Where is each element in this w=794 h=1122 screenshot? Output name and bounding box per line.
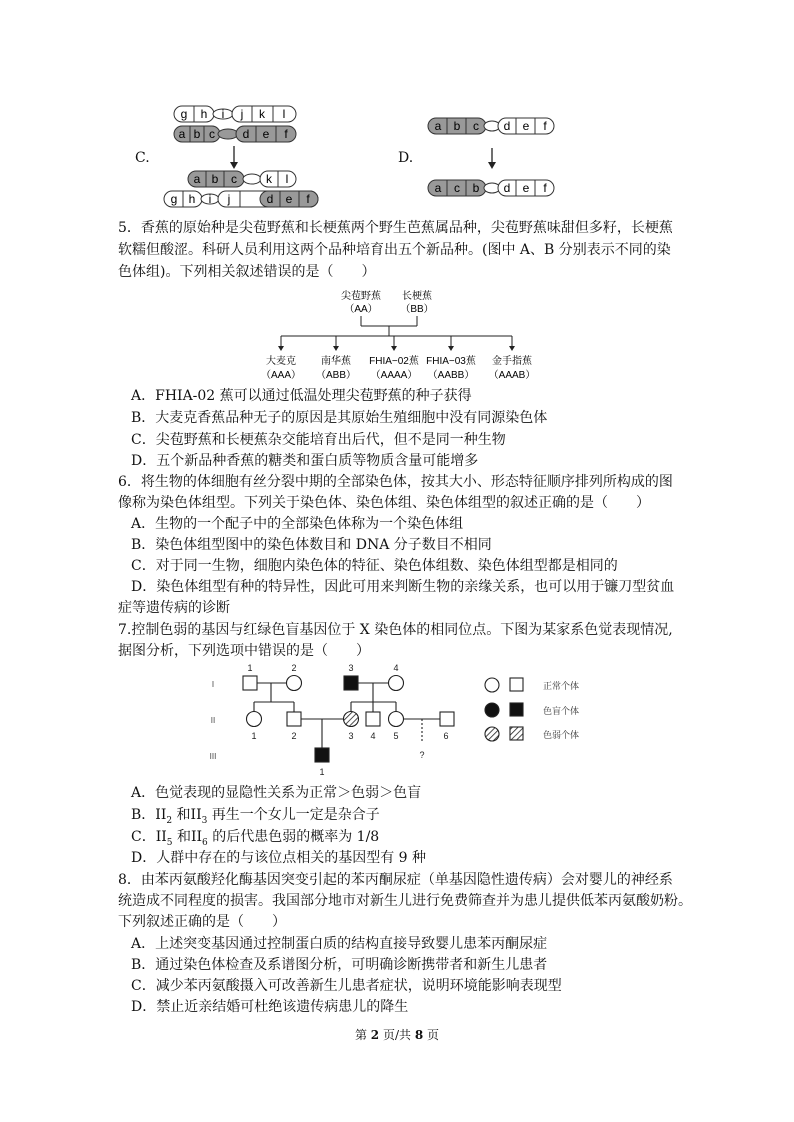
gene: h [200, 107, 208, 121]
gene: d [242, 127, 250, 141]
gene: c [231, 172, 237, 186]
pedigree-chart [200, 660, 590, 780]
page-footer: 第 2 页/共 8 页 [354, 1028, 440, 1042]
parent2-name: 长梗蕉 [402, 291, 432, 302]
c-bottom-dark-chromosome [188, 171, 296, 187]
gene: k [266, 172, 272, 186]
pedigree-number: 3 [348, 731, 354, 741]
gene: l [282, 107, 286, 121]
gene: a [178, 127, 186, 141]
q7-stem-2: 据图分析，下列选项中错误的是（ ） [118, 643, 370, 659]
child-name: 大麦克 [266, 356, 296, 367]
gene: c [454, 181, 460, 195]
q7-option-c: C．$II_5$ 和$II_6$ 的后代患色弱的概率为 1/8 [131, 829, 380, 848]
pedigree-number: 1 [247, 663, 253, 673]
child-genotype: （AAA） [260, 370, 302, 381]
gene: e [262, 127, 270, 141]
q5-stem-1: 5．香蕉的原始种是尖苞野蕉和长梗蕉两个野生芭蕉属品种，尖苞野蕉味甜但多籽，长梗蕉 [118, 220, 673, 236]
child-name: 南华蕉 [321, 356, 351, 367]
q6-option-d-cont: 症等遗传病的诊断 [118, 600, 230, 616]
gene: a [193, 172, 201, 186]
q6-stem-2: 像称为染色体组型。下列关于染色体、染色体组、染色体组型的叙述正确的是（ ） [118, 495, 650, 511]
gene: b [453, 119, 461, 133]
label-c: C. [135, 150, 150, 166]
legend-normal: 正常个体 [543, 681, 580, 691]
pedigree-number: 1 [251, 731, 257, 741]
generation-label: II [210, 716, 216, 725]
chromosome-figure [160, 100, 580, 210]
child-name: FHIA−02蕉 [369, 356, 419, 367]
q5-option-a: A．FHIA-02 蕉可以通过低温处理尖苞野蕉的种子获得 [131, 388, 472, 404]
gene: g [170, 192, 178, 206]
gene: d [503, 119, 511, 133]
pedigree-number: 6 [443, 731, 449, 741]
q6-option-a: A．生物的一个配子中的全部染色体称为一个染色体组 [131, 516, 464, 532]
q8-option-d: D．禁止近亲结婚可杜绝该遗传病患儿的降生 [131, 999, 409, 1015]
child-genotype: （AABB） [427, 370, 475, 381]
banana-breeding-tree [250, 286, 550, 384]
c-top-light-chromosome [174, 106, 296, 122]
legend-colorblind: 色盲个体 [543, 706, 580, 716]
parent1-name: 尖苞野蕉 [341, 291, 381, 302]
gene: k [259, 107, 265, 121]
gene: j [240, 107, 244, 121]
gene: b [193, 127, 201, 141]
child-genotype: （ABB） [315, 370, 357, 381]
gene: l [285, 172, 289, 186]
gene: i [208, 192, 212, 206]
generation-label: III [209, 752, 217, 761]
q5-option-c: C．尖苞野蕉和长梗蕉杂交能培育出后代，但不是同一种生物 [131, 432, 506, 448]
gene: a [434, 119, 442, 133]
pedigree-number: 5 [393, 731, 399, 741]
pedigree-number: 4 [393, 663, 399, 673]
generation-label: I [211, 680, 215, 689]
d-top-chromosome [428, 118, 554, 134]
gene: d [266, 192, 274, 206]
q5-stem-3: 色体组)。下列相关叙述错误的是（ ） [118, 264, 376, 280]
gene: a [434, 181, 442, 195]
q8-option-c: C．减少苯丙氨酸摄入可改善新生儿患者症状，说明环境能影响表现型 [131, 978, 562, 994]
child-name: FHIA−03蕉 [426, 356, 476, 367]
q6-option-b: B．染色体组型图中的染色体数目和 DNA 分子数目不相同 [131, 537, 492, 553]
gene: e [522, 119, 530, 133]
q5-option-b: B．大麦克香蕉品种无子的原因是其原始生殖细胞中没有同源染色体 [131, 410, 548, 426]
q8-option-a: A．上述突变基因通过控制蛋白质的结构直接导致婴儿患苯丙酮尿症 [131, 936, 548, 952]
parent1-genotype: （AA） [344, 304, 378, 315]
pedigree-number: 4 [370, 731, 376, 741]
gene: g [180, 107, 188, 121]
gene: h [188, 192, 196, 206]
gene: e [285, 192, 293, 206]
q8-option-b: B．通过染色体检查及系谱图分析，可明确诊断携带者和新生儿患者 [131, 957, 548, 973]
gene: f [543, 181, 547, 195]
pedigree-number: 1 [319, 767, 325, 777]
q5-stem-2: 软糯但酸涩。科研人员利用这两个品种培育出五个新品种。(图中 A、B 分别表示不同的染 [118, 242, 671, 258]
gene: i [221, 107, 225, 121]
child-genotype: （AAAB） [488, 370, 536, 381]
d-bottom-chromosome [428, 180, 554, 196]
q6-stem-1: 6．将生物的体细胞有丝分裂中期的全部染色体，按其大小、形态特征顺序排列所构成的图 [118, 474, 673, 490]
pedigree-number: 2 [291, 663, 297, 673]
c-arrow [230, 146, 238, 169]
gene: c [209, 127, 215, 141]
gene: e [522, 181, 530, 195]
q7-stem-1: 7.控制色弱的基因与红绿色盲基因位于 X 染色体的相同位点。下图为某家系色觉表现情况, [118, 622, 673, 638]
q7-option-a: A．色觉表现的显隐性关系为正常＞色弱＞色盲 [131, 785, 422, 801]
c-top-dark-chromosome [174, 126, 296, 142]
q5-option-d: D．五个新品种香蕉的糖类和蛋白质等物质含量可能增多 [131, 453, 479, 469]
q8-stem-1: 8．由苯丙氨酸羟化酶基因突变引起的苯丙酮尿症（单基因隐性遗传病）会对婴儿的神经系 [118, 872, 673, 888]
gene: f [543, 119, 547, 133]
legend-color-weak: 色弱个体 [543, 730, 580, 740]
q7-option-b: B．$II_2$ 和$II_3$ 再生一个女儿一定是杂合子 [131, 807, 380, 826]
pedigree-number: 3 [348, 663, 354, 673]
gene: b [211, 172, 219, 186]
child-genotype: （AAAA） [370, 370, 418, 381]
gene: b [472, 181, 480, 195]
q7-option-d: D．人群中存在的与该位点相关的基因型有 9 种 [131, 850, 427, 866]
gene: f [306, 192, 310, 206]
q6-option-d: D．染色体组型有种的特异性，因此可用来判断生物的亲缘关系，也可以用于镰刀型贫血 [131, 579, 675, 595]
c-bottom-light-chromosome [164, 191, 318, 207]
unknown-child: ? [419, 750, 425, 760]
d-arrow [488, 148, 496, 169]
label-d: D. [398, 150, 414, 166]
gene: c [473, 119, 479, 133]
child-name: 金手指蕉 [492, 356, 532, 367]
gene: f [284, 127, 288, 141]
pedigree-number: 2 [291, 731, 297, 741]
gene: d [503, 181, 511, 195]
q6-option-c: C．对于同一生物，细胞内染色体的特征、染色体组数、染色体组型都是相同的 [131, 558, 618, 574]
q8-stem-2: 统造成不同程度的损害。我国部分地市对新生儿进行免费筛查并为患儿提供低苯丙氨酸奶粉。 [118, 893, 692, 909]
gene: j [227, 192, 231, 206]
q8-stem-3: 下列叙述正确的是（ ） [118, 914, 286, 930]
parent2-genotype: （BB） [400, 304, 434, 315]
